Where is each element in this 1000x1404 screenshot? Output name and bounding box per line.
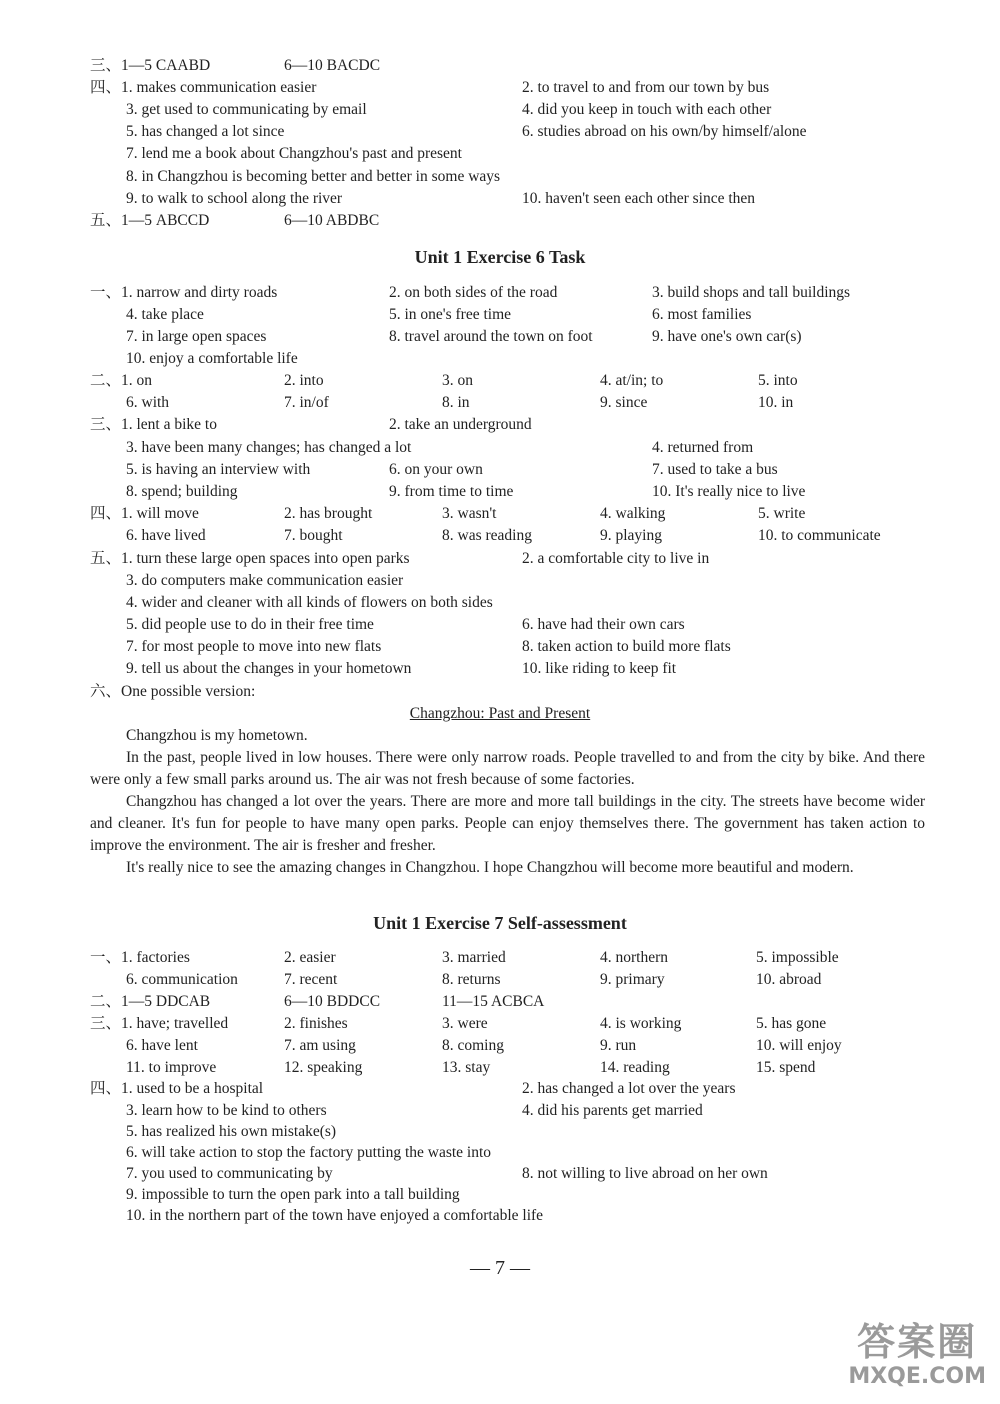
page-number: — 7 —: [470, 1257, 530, 1279]
answer: 3. on: [442, 372, 473, 389]
answer: 11. to improve: [126, 1059, 217, 1076]
exercise-7-title: Unit 1 Exercise 7 Self-assessment: [373, 913, 627, 933]
answer: 4. is working: [600, 1015, 682, 1032]
answer: 5. has changed a lot since: [126, 123, 285, 140]
answer: 3. married: [442, 949, 506, 966]
answer: 9. to walk to school along the river: [126, 190, 343, 207]
answer-line: [0, 143, 1000, 165]
answer-line: [0, 548, 1000, 570]
watermark-url: MXQE.COM: [848, 1364, 986, 1389]
answer: 10. in the northern part of the town have enjoyed a comfortable life: [126, 1207, 544, 1224]
answer: 2. easier: [284, 949, 336, 966]
answer: 6—10 BDDCC: [284, 993, 381, 1010]
answer: 3. learn how to be kind to others: [126, 1102, 327, 1119]
answer-line: [0, 1013, 1000, 1035]
answer: 4. walking: [600, 505, 666, 522]
answer: 5. write: [758, 505, 806, 522]
answer-line: [0, 658, 1000, 680]
answer: 5. did people use to do in their free time: [126, 616, 374, 633]
answer: 8. was reading: [442, 527, 532, 544]
answer: 6. most families: [652, 306, 752, 323]
answer: 三、1. have; travelled: [90, 1015, 229, 1032]
answer: 7. bought: [284, 527, 343, 544]
answer-line: [0, 121, 1000, 143]
answer-line: [0, 614, 1000, 636]
answer: 5. impossible: [756, 949, 839, 966]
answer: 10. in: [758, 394, 794, 411]
answer: 三、1—5 CAABD: [90, 57, 211, 74]
answer: 2. a comfortable city to live in: [522, 550, 710, 567]
answer: 11—15 ACBCA: [442, 993, 545, 1010]
answer: 7. in/of: [284, 394, 329, 411]
answer: 7. in large open spaces: [126, 328, 267, 345]
answer: 4. did you keep in touch with each other: [522, 101, 772, 118]
answer-line: [0, 481, 1000, 503]
answer-line: [0, 1100, 1000, 1122]
answer-line: [0, 525, 1000, 547]
essay-paragraph: It's really nice to see the amazing changes in Changzhou. I hope Changzhou will become more beautiful and modern.: [126, 859, 854, 876]
essay-paragraph: In the past, people lived in low houses. There were only narrow roads. People travelled to and from the city by bike. And there were only a few small parks around us. The air was not fresh because of some factories.: [90, 749, 925, 788]
essay-paragraph: Changzhou is my hometown.: [126, 727, 308, 744]
answer-line: [0, 348, 1000, 370]
answer: 7. used to take a bus: [652, 461, 778, 478]
answer: 6. communication: [126, 971, 238, 988]
answer: 3. were: [442, 1015, 488, 1032]
answer: 5. in one's free time: [389, 306, 512, 323]
answer-line: [0, 503, 1000, 525]
answer: 7. am using: [284, 1037, 356, 1054]
answer: 6. on your own: [389, 461, 483, 478]
answer-line: [0, 437, 1000, 459]
answer: 6. have lent: [126, 1037, 198, 1054]
answer-line: [0, 414, 1000, 436]
answer: 6. with: [126, 394, 170, 411]
answer: 10. enjoy a comfortable life: [126, 350, 298, 367]
answer-line: [0, 592, 1000, 614]
answer: 二、1. on: [90, 372, 153, 389]
exercise-6-title: Unit 1 Exercise 6 Task: [414, 247, 586, 267]
answer: 5. into: [758, 372, 798, 389]
watermark: [848, 1320, 986, 1390]
answer-line: [0, 1205, 1000, 1227]
answer: 2. has brought: [284, 505, 373, 522]
answer-line: [0, 991, 1000, 1013]
essay-title-text: Changzhou: Past and Present: [409, 705, 591, 722]
watermark-logo: 答案圈: [857, 1320, 978, 1364]
answer-line: [0, 370, 1000, 392]
answer: 8. coming: [442, 1037, 504, 1054]
answer: 5. is having an interview with: [126, 461, 311, 478]
answer: 2. finishes: [284, 1015, 348, 1032]
answer-line: [0, 947, 1000, 969]
answer-line: [0, 459, 1000, 481]
answer-line: [0, 99, 1000, 121]
answer: 4. take place: [126, 306, 204, 323]
answer: 8. not willing to live abroad on her own: [522, 1165, 768, 1182]
answer-line: [0, 1184, 1000, 1206]
answer: 8. in: [442, 394, 470, 411]
answer: 二、1—5 DDCAB: [90, 993, 211, 1010]
answer: 6. have lived: [126, 527, 206, 544]
answer-line: [0, 326, 1000, 348]
answer-line: [0, 1142, 1000, 1164]
answer: 4. northern: [600, 949, 669, 966]
answer: 10. to communicate: [758, 527, 881, 544]
answer: 7. for most people to move into new flats: [126, 638, 382, 655]
answer: 四、1. will move: [90, 505, 199, 522]
answer: 9. since: [600, 394, 648, 411]
answer-line: [0, 570, 1000, 592]
answer: 9. from time to time: [389, 483, 514, 500]
answer: 8. in Changzhou is becoming better and better in some ways: [126, 168, 501, 185]
answer: 3. wasn't: [442, 505, 497, 522]
answer: 10. abroad: [756, 971, 822, 988]
answer: 4. did his parents get married: [522, 1102, 703, 1119]
answer: 15. spend: [756, 1059, 816, 1076]
answer-line: [0, 1035, 1000, 1057]
answer: 7. lend me a book about Changzhou's past and present: [126, 145, 462, 162]
answer: 2. into: [284, 372, 324, 389]
answer: 5. has realized his own mistake(s): [126, 1123, 337, 1140]
answer: 4. returned from: [652, 439, 754, 456]
answer: 3. build shops and tall buildings: [652, 284, 851, 301]
answer: 6. studies abroad on his own/by himself/alone: [522, 123, 807, 140]
answer: 7. you used to communicating by: [126, 1165, 333, 1182]
answer: 12. speaking: [284, 1059, 363, 1076]
answer: 3. get used to communicating by email: [126, 101, 367, 118]
answer: 9. have one's own car(s): [652, 328, 802, 345]
answer: 8. taken action to build more flats: [522, 638, 731, 655]
answer: 3. have been many changes; has changed a lot: [126, 439, 412, 456]
answer-line: [0, 636, 1000, 658]
answer-line: [0, 166, 1000, 188]
answer-line: [0, 282, 1000, 304]
answer-line: [0, 210, 1000, 232]
answer: 6—10 BACDC: [284, 57, 381, 74]
answer: 4. wider and cleaner with all kinds of flowers on both sides: [126, 594, 493, 611]
answer: 9. playing: [600, 527, 662, 544]
answer: 10. haven't seen each other since then: [522, 190, 756, 207]
answer: 10. will enjoy: [756, 1037, 842, 1054]
answer: 五、1. turn these large open spaces into open parks: [90, 550, 410, 567]
answer-line: [0, 55, 1000, 77]
answer: 4. at/in; to: [600, 372, 664, 389]
essay-title: [0, 703, 1000, 725]
answer: 五、1—5 ABCCD: [90, 212, 210, 229]
answer: 6. will take action to stop the factory putting the waste into: [126, 1144, 492, 1161]
answer: 2. take an underground: [389, 416, 532, 433]
answer: 8. spend; building: [126, 483, 238, 500]
essay-paragraph: Changzhou has changed a lot over the years. There are more and more tall buildings in the city. The streets have become wider and cleaner. It's fun for people to have many open parks. People can enjoy themselves there. The government has taken action to improve the environment. The air is fresher and fresher.: [90, 793, 925, 854]
answer: 三、1. lent a bike to: [90, 416, 217, 433]
answer-line: [0, 1078, 1000, 1100]
answer: 5. has gone: [756, 1015, 827, 1032]
answer: 2. has changed a lot over the years: [522, 1080, 736, 1097]
answer: 10. like riding to keep fit: [522, 660, 677, 677]
answer: 6—10 ABDBC: [284, 212, 380, 229]
answer: 13. stay: [442, 1059, 491, 1076]
answer-line: [0, 304, 1000, 326]
answer-line: [0, 1163, 1000, 1185]
answer-line: [0, 681, 1000, 703]
answer: 9. run: [600, 1037, 637, 1054]
answer: 10. It's really nice to live: [652, 483, 806, 500]
answer: 9. primary: [600, 971, 665, 988]
answer-line: [0, 1121, 1000, 1143]
answer: 9. tell us about the changes in your hometown: [126, 660, 412, 677]
answer-line: [0, 77, 1000, 99]
answer: 六、One possible version:: [90, 683, 256, 700]
answer: 6. have had their own cars: [522, 616, 685, 633]
answer-line: [0, 969, 1000, 991]
answer: 一、1. factories: [90, 949, 190, 966]
answer: 2. to travel to and from our town by bus: [522, 79, 770, 96]
answer: 8. returns: [442, 971, 501, 988]
answer: 四、1. makes communication easier: [90, 79, 317, 96]
answer-line: [0, 1057, 1000, 1079]
answer: 14. reading: [600, 1059, 670, 1076]
answer: 四、1. used to be a hospital: [90, 1080, 264, 1097]
answer: 7. recent: [284, 971, 338, 988]
answer: 2. on both sides of the road: [389, 284, 558, 301]
answer-line: [0, 392, 1000, 414]
answer: 9. impossible to turn the open park into a tall building: [126, 1186, 460, 1203]
answer: 一、1. narrow and dirty roads: [90, 284, 278, 301]
answer: 8. travel around the town on foot: [389, 328, 593, 345]
answer: 3. do computers make communication easier: [126, 572, 404, 589]
answer-line: [0, 188, 1000, 210]
